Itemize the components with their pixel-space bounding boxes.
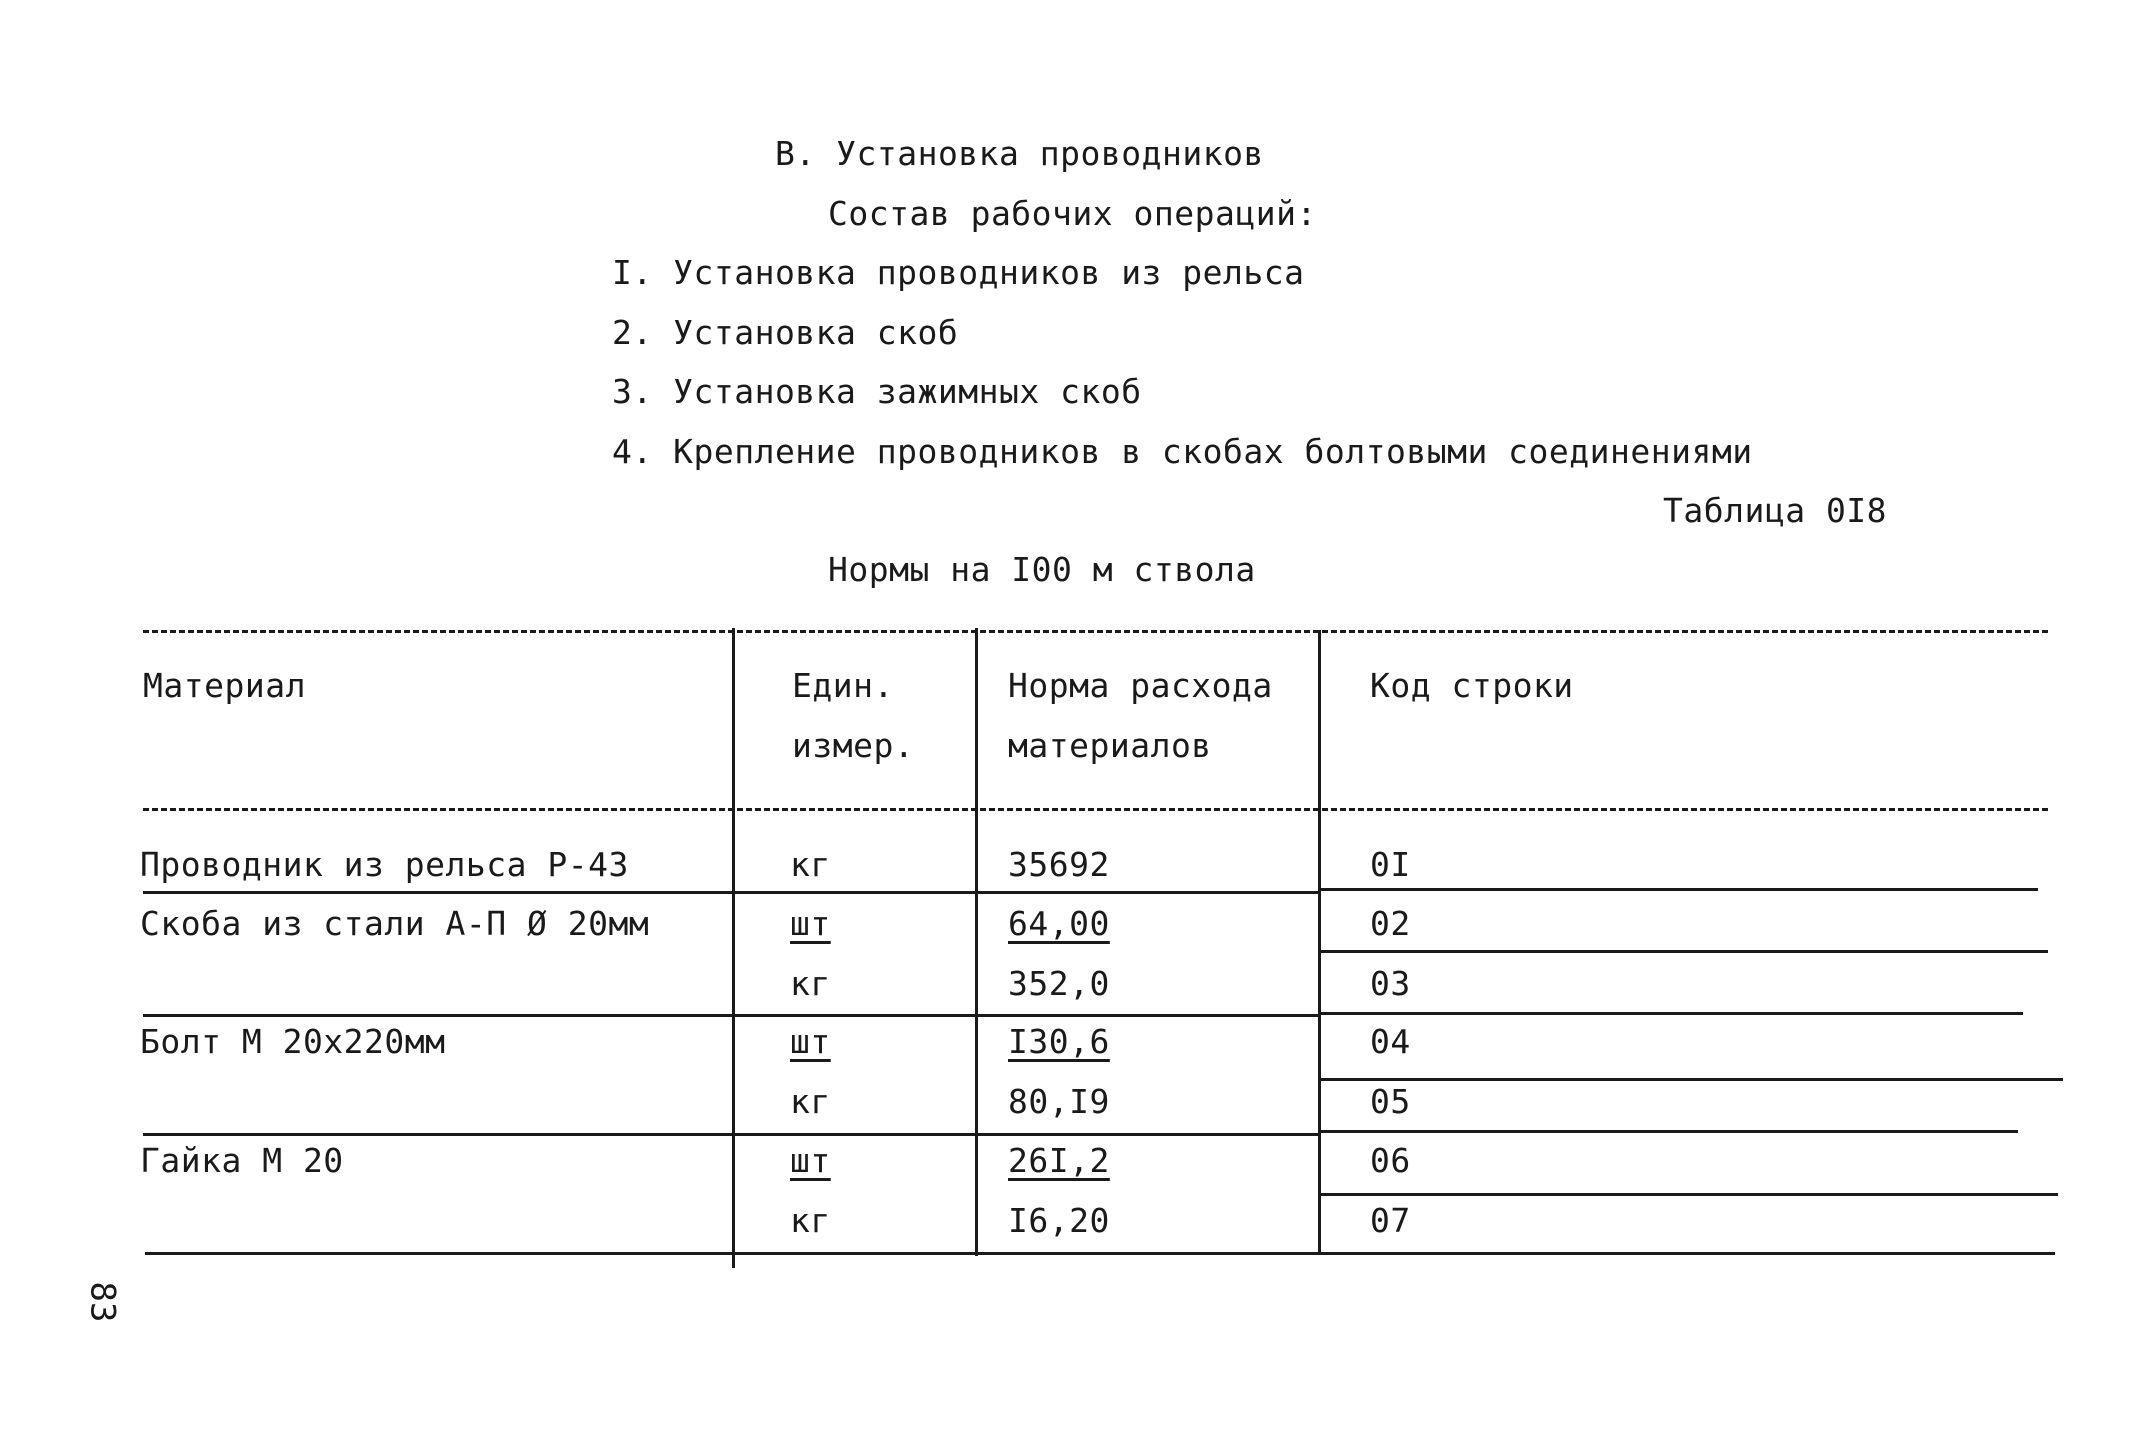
section-title: В. Установка проводников bbox=[775, 134, 1264, 173]
table-top-rule bbox=[143, 630, 2048, 633]
row-code: 07 bbox=[1370, 1201, 1411, 1240]
row-unit: кг bbox=[790, 845, 831, 884]
page-number: 83 bbox=[82, 1281, 123, 1323]
operations-heading: Состав рабочих операций: bbox=[828, 194, 1317, 233]
row-unit: шт bbox=[790, 904, 831, 943]
row-rule bbox=[143, 1133, 1318, 1136]
row-material: Гайка М 20 bbox=[140, 1141, 344, 1180]
row-rule bbox=[143, 891, 1318, 894]
row-rule bbox=[1318, 1078, 2063, 1081]
row-value: 80,I9 bbox=[1008, 1082, 1110, 1121]
row-code: 05 bbox=[1370, 1082, 1411, 1121]
column-divider bbox=[1318, 630, 1321, 1255]
header-norm: материалов bbox=[1008, 726, 1212, 765]
row-value: 352,0 bbox=[1008, 964, 1110, 1003]
row-value: I30,6 bbox=[1008, 1022, 1110, 1061]
row-rule bbox=[1318, 1193, 2058, 1196]
column-divider bbox=[732, 628, 735, 1268]
table-header-rule bbox=[143, 808, 2048, 811]
table-bottom-rule bbox=[145, 1252, 2055, 1255]
operation-item: I. Установка проводников из рельса bbox=[612, 253, 1305, 292]
row-code: 04 bbox=[1370, 1022, 1411, 1061]
header-unit: Един. bbox=[792, 666, 894, 705]
row-rule bbox=[1318, 950, 2048, 953]
row-material: Проводник из рельса Р-43 bbox=[140, 845, 629, 884]
row-value: 26I,2 bbox=[1008, 1141, 1110, 1180]
row-material: Скоба из стали А-П Ø 20мм bbox=[140, 904, 650, 943]
row-material: Болт М 20х220мм bbox=[140, 1022, 446, 1061]
row-value: I6,20 bbox=[1008, 1201, 1110, 1240]
row-rule bbox=[1318, 1130, 2018, 1133]
row-value: 35692 bbox=[1008, 845, 1110, 884]
operation-item: 4. Крепление проводников в скобах болтовыми соединениями bbox=[612, 432, 1753, 471]
row-rule bbox=[1318, 1012, 2023, 1015]
row-unit: шт bbox=[790, 1022, 831, 1061]
row-unit: кг bbox=[790, 964, 831, 1003]
row-rule bbox=[1318, 888, 2038, 891]
header-unit: измер. bbox=[792, 726, 915, 765]
row-code: 06 bbox=[1370, 1141, 1411, 1180]
row-code: 02 bbox=[1370, 904, 1411, 943]
row-unit: кг bbox=[790, 1201, 831, 1240]
header-code: Код строки bbox=[1370, 666, 1574, 705]
header-material: Материал bbox=[143, 666, 306, 705]
row-code: 03 bbox=[1370, 964, 1411, 1003]
row-rule bbox=[143, 1014, 1318, 1017]
table-label: Таблица 0I8 bbox=[1663, 491, 1888, 530]
header-norm: Норма расхода bbox=[1008, 666, 1273, 705]
operation-item: 2. Установка скоб bbox=[612, 313, 959, 352]
row-unit: кг bbox=[790, 1082, 831, 1121]
norms-caption: Нормы на I00 м ствола bbox=[828, 550, 1256, 589]
column-divider bbox=[975, 628, 978, 1256]
row-value: 64,00 bbox=[1008, 904, 1110, 943]
operation-item: 3. Установка зажимных скоб bbox=[612, 372, 1142, 411]
row-code: 0I bbox=[1370, 845, 1411, 884]
row-unit: шт bbox=[790, 1141, 831, 1180]
